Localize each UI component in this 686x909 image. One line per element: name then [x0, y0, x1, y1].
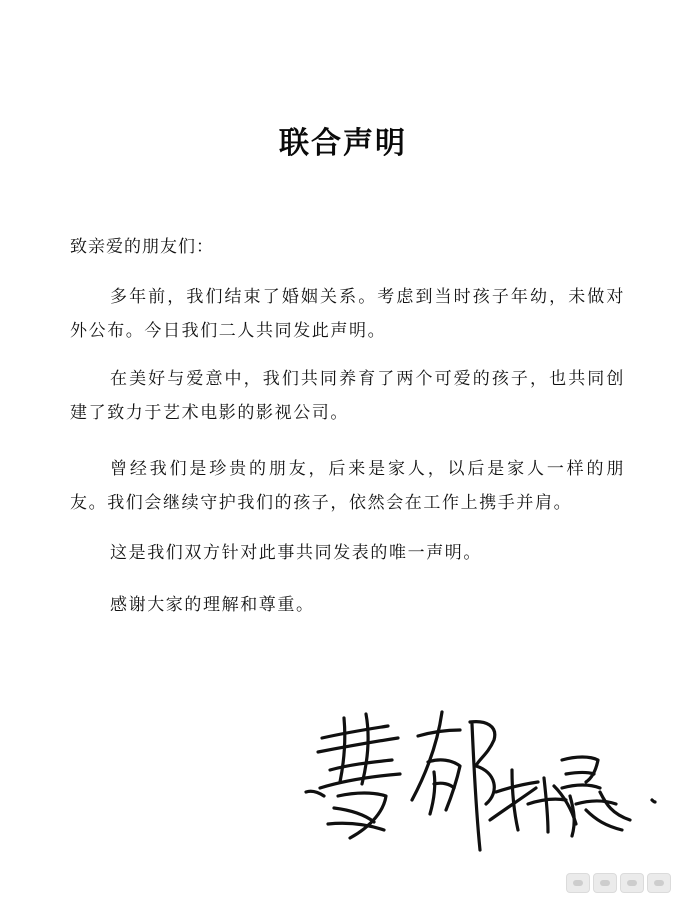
paragraph-2: 在美好与爱意中，我们共同养育了两个可爱的孩子，也共同创建了致力于艺术电影的影视公司。 [70, 369, 625, 423]
watermark-icon [620, 873, 644, 893]
salutation: 致亲爱的朋友们： [70, 237, 214, 257]
watermark-icon [566, 873, 590, 893]
paragraph-1: 多年前，我们结束了婚姻关系。考虑到当时孩子年幼，未做对外公布。今日我们二人共同发此声明。 [70, 287, 625, 341]
watermark-icon [593, 873, 617, 893]
paragraph-4: 这是我们双方针对此事共同发表的唯一声明。 [110, 543, 482, 563]
page-title: 联合声明 [279, 126, 407, 161]
watermark-icon [647, 873, 671, 893]
paragraph-5: 感谢大家的理解和尊重。 [110, 595, 315, 615]
handwritten-signature [300, 700, 670, 860]
watermark [566, 870, 674, 896]
paragraph-3: 曾经我们是珍贵的朋友，后来是家人，以后是家人一样的朋友。我们会继续守护我们的孩子，依然会在工作上携手并肩。 [70, 459, 625, 513]
